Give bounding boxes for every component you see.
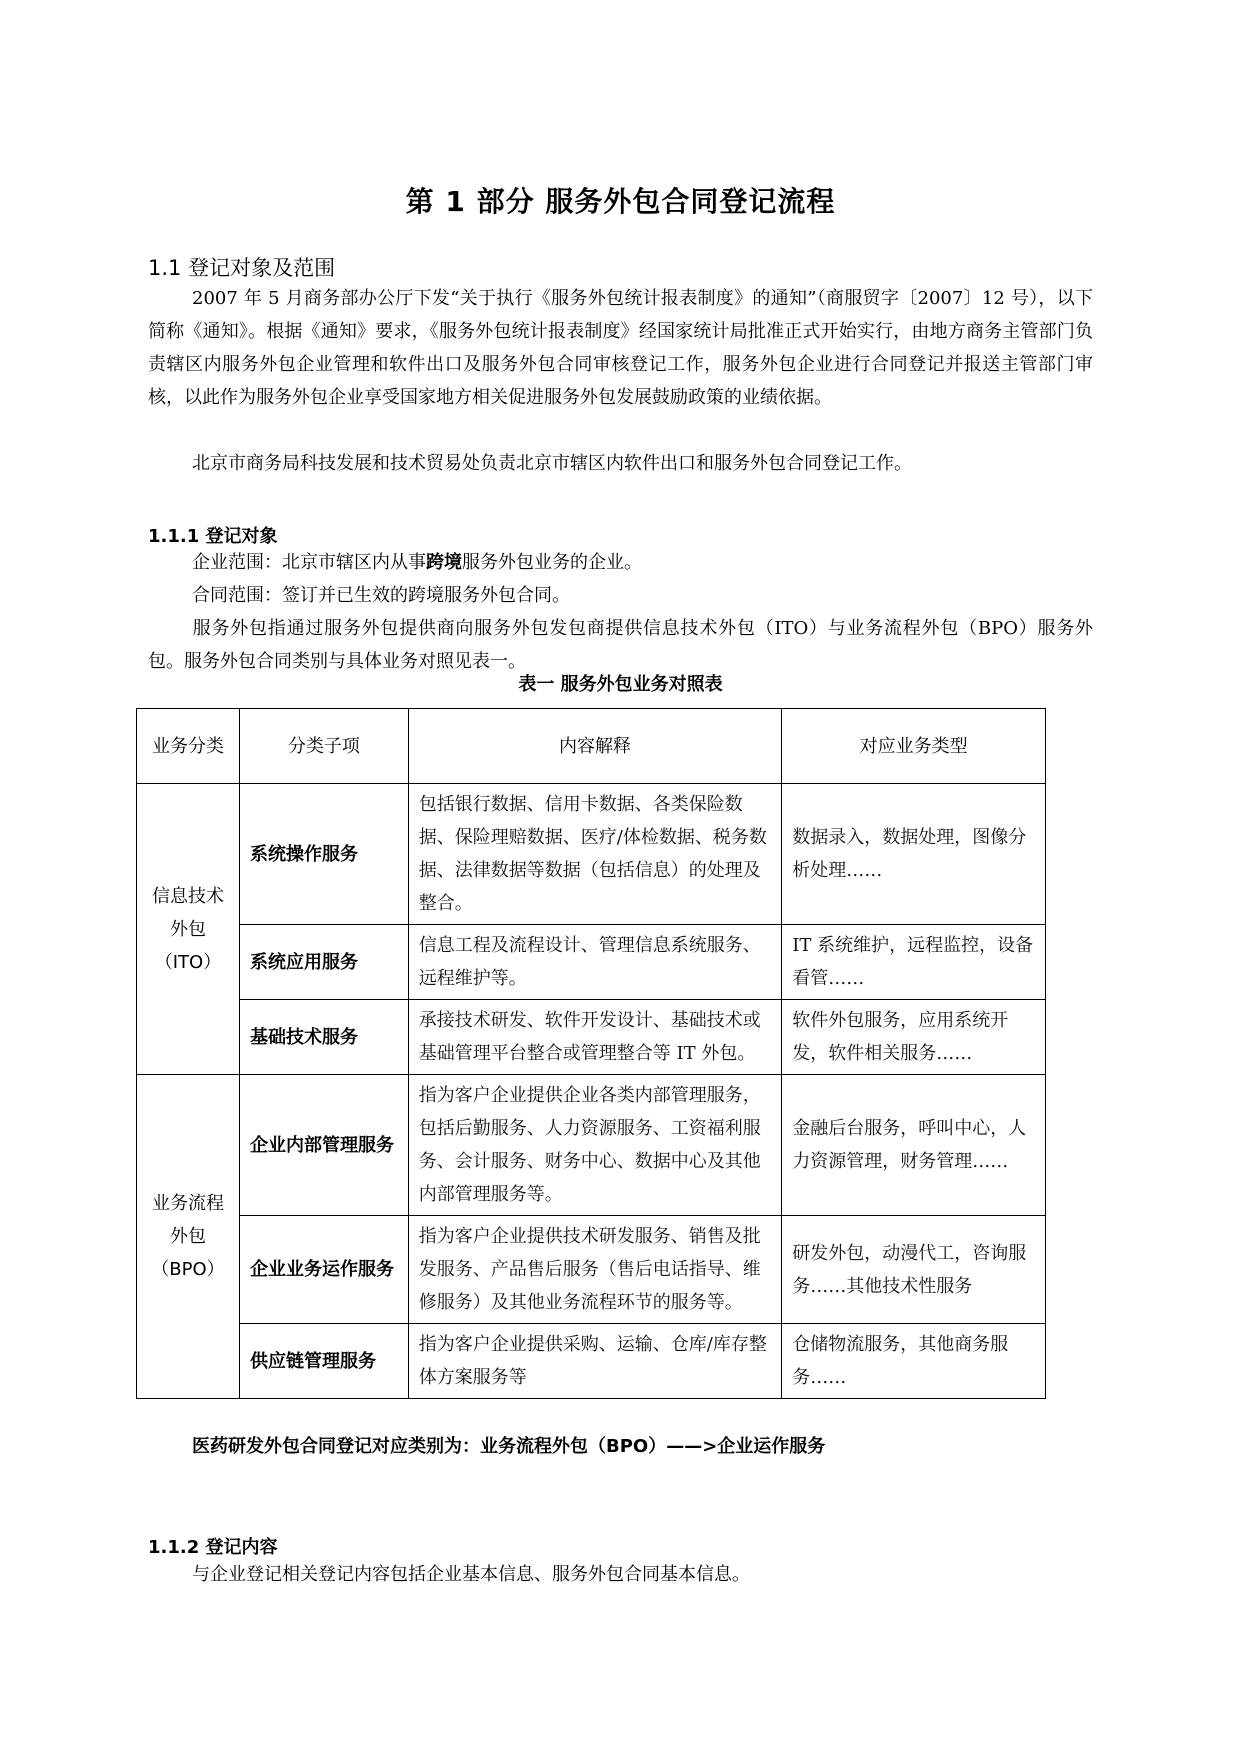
content-cell: 指为客户企业提供技术研发服务、销售及批发服务、产品售后服务（售后电话指导、维修服务）及其他业务流程环节的服务等。: [408, 1216, 782, 1324]
business-type-cell: 数据录入，数据处理，图像分析处理……: [782, 784, 1046, 925]
paragraph-outsourcing-definition-text: 服务外包指通过服务外包提供商向服务外包发包商提供信息技术外包（ITO）与业务流程外包（BPO）服务外包。服务外包合同类别与具体业务对照见表一。: [148, 618, 1093, 672]
section-heading-1-1-1: 1.1.1 登记对象: [148, 526, 278, 547]
registration-content-text: 与企业登记相关登记内容包括企业基本信息、服务外包合同基本信息。: [192, 1564, 750, 1585]
enterprise-scope: [192, 546, 642, 579]
content-cell: 信息工程及流程设计、管理信息系统服务、远程维护等。: [408, 925, 782, 1000]
subcategory-cell: 供应链管理服务: [239, 1324, 408, 1399]
paragraph-responsibility-text: 北京市商务局科技发展和技术贸易处负责北京市辖区内软件出口和服务外包合同登记工作。: [192, 453, 912, 474]
table-row: [137, 1216, 1046, 1324]
category-cell: 信息技术外包（ITO）: [137, 784, 240, 1075]
category-cell: 业务流程外包（BPO）: [137, 1075, 240, 1399]
table-header-cell: 内容解释: [408, 709, 782, 784]
table-caption: 表一 服务外包业务对照表: [518, 674, 723, 695]
subcategory-cell: 基础技术服务: [239, 1000, 408, 1075]
enterprise-scope-prefix: 企业范围：北京市辖区内从事: [192, 552, 426, 573]
table-row: [137, 925, 1046, 1000]
business-type-cell: 研发外包，动漫代工，咨询服务……其他技术性服务: [782, 1216, 1046, 1324]
subcategory-cell: 系统应用服务: [239, 925, 408, 1000]
enterprise-scope-suffix: 服务外包业务的企业。: [462, 552, 642, 573]
pharma-rd-note: 医药研发外包合同登记对应类别为：业务流程外包（BPO）——>企业运作服务: [192, 1436, 826, 1457]
section-heading-1-1-2: 1.1.2 登记内容: [148, 1537, 278, 1558]
enterprise-scope-bold: 跨境: [426, 552, 462, 573]
paragraph-notice: [148, 282, 1093, 414]
table-row: [137, 784, 1046, 925]
subcategory-cell: 系统操作服务: [239, 784, 408, 925]
content-cell: 指为客户企业提供采购、运输、仓库/库存整体方案服务等: [408, 1324, 782, 1399]
table-row: [137, 1000, 1046, 1075]
section-heading-1-1: 1.1 登记对象及范围: [148, 256, 336, 280]
paragraph-notice-text: 2007 年 5 月商务部办公厅下发“关于执行《服务外包统计报表制度》的通知”（商服贸字〔2007〕12 号），以下简称《通知》。根据《通知》要求，《服务外包统计报表制度》经国家统计局批准正式开始实行，由地方商务主管部门负责辖区内服务外包企业管理和软件出口及服务外包合同审核登记工作，服务外包企业进行合同登记并报送主管部门审核，以此作为服务外包企业享受国家地方相关促进服务外包发展鼓励政策的业绩依据。: [148, 288, 1093, 408]
content-cell: 指为客户企业提供企业各类内部管理服务，包括后勤服务、人力资源服务、工资福利服务、会计服务、财务中心、数据中心及其他内部管理服务等。: [408, 1075, 782, 1216]
page-title: 第 1 部分 服务外包合同登记流程: [405, 185, 836, 218]
table-row: [137, 1075, 1046, 1216]
paragraph-responsibility: [148, 447, 1093, 480]
content-cell: 包括银行数据、信用卡数据、各类保险数据、保险理赔数据、医疗/体检数据、税务数据、法律数据等数据（包括信息）的处理及整合。: [408, 784, 782, 925]
contract-scope: 合同范围：签订并已生效的跨境服务外包合同。: [192, 585, 570, 606]
table-row: [137, 1324, 1046, 1399]
table-header-cell: 分类子项: [239, 709, 408, 784]
paragraph-outsourcing-definition: [148, 612, 1093, 678]
table-header-cell: 对应业务类型: [782, 709, 1046, 784]
subcategory-cell: 企业业务运作服务: [239, 1216, 408, 1324]
content-cell: 承接技术研发、软件开发设计、基础技术或基础管理平台整合或管理整合等 IT 外包。: [408, 1000, 782, 1075]
business-type-cell: IT 系统维护，远程监控，设备看管……: [782, 925, 1046, 1000]
table-header-row: [137, 709, 1046, 784]
business-type-cell: 软件外包服务，应用系统开发，软件相关服务……: [782, 1000, 1046, 1075]
subcategory-cell: 企业内部管理服务: [239, 1075, 408, 1216]
outsourcing-business-table: [136, 708, 1046, 1399]
table-header-cell: 业务分类: [137, 709, 240, 784]
business-type-cell: 仓储物流服务，其他商务服务……: [782, 1324, 1046, 1399]
business-type-cell: 金融后台服务，呼叫中心，人力资源管理，财务管理……: [782, 1075, 1046, 1216]
